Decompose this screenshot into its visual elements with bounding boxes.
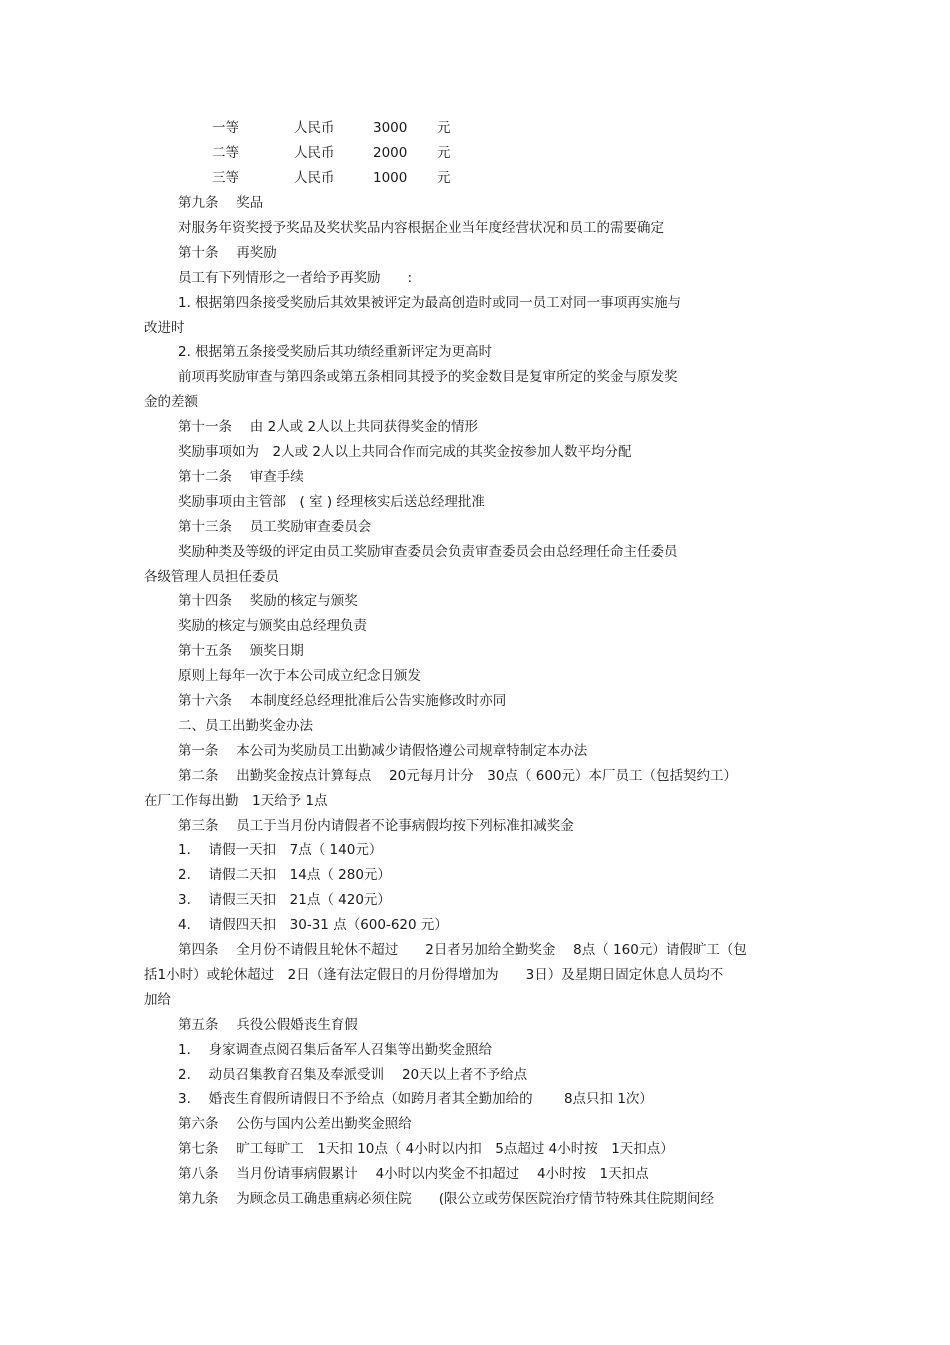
text-line: 第一条 本公司为奖励员工出勤减少请假恪遵公司规章特制定本办法: [178, 742, 588, 759]
prize-unit: 元: [437, 120, 451, 136]
prize-currency: 人民币: [294, 170, 335, 186]
prize-unit: 元: [437, 145, 451, 161]
text-line: 二、员工出勤奖金办法: [178, 717, 313, 734]
prize-rank: 二等: [212, 145, 239, 161]
text-line: 第二条 出勤奖金按点计算每点 20元每月计分 30点（ 600元）本厂员工（包括契约工）: [178, 767, 737, 784]
prize-currency: 人民币: [294, 145, 335, 161]
text-line: 奖励事项由主管部 ( 室 ) 经理核实后送总经理批准: [178, 493, 485, 510]
text-line: 前项再奖励审查与第四条或第五条相同其授予的奖金数目是复审所定的奖金与原发奖: [178, 369, 678, 386]
text-line: 第十条 再奖励: [178, 244, 277, 261]
text-line: 第八条 当月份请事病假累计 4小时以内奖金不扣超过 4小时按 1天扣点: [178, 1166, 649, 1183]
prize-rank: 三等: [212, 170, 239, 186]
text-line: 第九条 奖品: [178, 195, 264, 211]
text-line: 2. 请假二天扣 14点（ 280元）: [178, 867, 391, 884]
text-line: 第五条 兵役公假婚丧生育假: [178, 1016, 358, 1033]
text-line: 第九条 为顾念员工确患重病必须住院 (限公立或劳保医院治疗情节特殊其住院期间经: [178, 1191, 715, 1207]
text-line: 奖励事项如为 2人或 2人以上共同合作而完成的其奖金按参加人数平均分配: [178, 444, 632, 460]
text-line: 1. 根据第四条接受奖励后其效果被评定为最高创造时或同一员工对同一事项再实施与: [178, 294, 682, 311]
text-line: 3. 请假三天扣 21点（ 420元）: [178, 892, 391, 909]
text-line: 第十六条 本制度经总经理批准后公告实施修改时亦同: [178, 693, 507, 709]
text-line: 1. 请假一天扣 7点（ 140元）: [178, 842, 383, 859]
prize-rank: 一等: [212, 120, 239, 136]
text-line: 4. 请假四天扣 30-31 点（600-620 元）: [178, 917, 448, 934]
text-line: 对服务年资奖授予奖品及奖状奖品内容根据企业当年度经营状况和员工的需要确定: [178, 219, 664, 236]
text-line: 1. 身家调查点阅召集后备军人召集等出勤奖金照给: [178, 1041, 493, 1058]
text-line: 奖励的核定与颁奖由总经理负责: [178, 618, 367, 635]
text-line: 在厂工作每出勤 1天给予 1点: [144, 792, 328, 809]
text-line: 奖励种类及等级的评定由员工奖励审查委员会负责审查委员会由总经理任命主任委员: [178, 543, 678, 560]
text-line: 第六条 公伤与国内公差出勤奖金照给: [178, 1116, 412, 1133]
text-line: 2. 根据第五条接受奖励后其功绩经重新评定为更高时: [178, 344, 493, 361]
text-line: 改进时: [144, 319, 185, 336]
text-line: 第十五条 颁奖日期: [178, 643, 304, 660]
text-line: 第三条 员工于当月份内请假者不论事病假均按下列标准扣减奖金: [178, 817, 574, 834]
text-line: 金的差额: [144, 394, 198, 411]
text-line: 原则上每年一次于本公司成立纪念日颁发: [178, 668, 421, 685]
text-line: 括1小时）或轮休超过 2日（逢有法定假日的月份得增加为 3日）及星期日固定休息人员均不: [144, 966, 724, 983]
text-line: 第七条 旷工每旷工 1天扣 10点（ 4小时以内扣 5点超过 4小时按 1天扣点）: [178, 1141, 674, 1158]
text-line: 3. 婚丧生育假所请假日不予给点（如跨月者其全勤加给的 8点只扣 1次）: [178, 1091, 653, 1108]
text-line: 加给: [144, 991, 171, 1008]
text-line: 第十四条 奖励的核定与颁奖: [178, 593, 358, 610]
text-line: 第四条 全月份不请假且轮休不超过 2日者另加给全勤奖金 8点（ 160元）请假旷工（包: [178, 942, 747, 958]
text-line: 员工有下列情形之一者给予再奖励 :: [178, 269, 413, 286]
text-line: 各级管理人员担任委员: [144, 568, 279, 585]
text-line: 第十一条 由 2人或 2人以上共同获得奖金的情形: [178, 419, 479, 436]
prize-amount: 1000: [373, 170, 408, 186]
prize-amount: 3000: [373, 120, 408, 136]
prize-currency: 人民币: [294, 120, 335, 136]
prize-amount: 2000: [373, 145, 408, 161]
text-line: 第十二条 审查手续: [178, 468, 304, 485]
prize-unit: 元: [437, 170, 451, 186]
text-line: 第十三条 员工奖励审查委员会: [178, 518, 372, 535]
text-line: 2. 动员召集教育召集及奉派受训 20天以上者不予给点: [178, 1066, 528, 1083]
